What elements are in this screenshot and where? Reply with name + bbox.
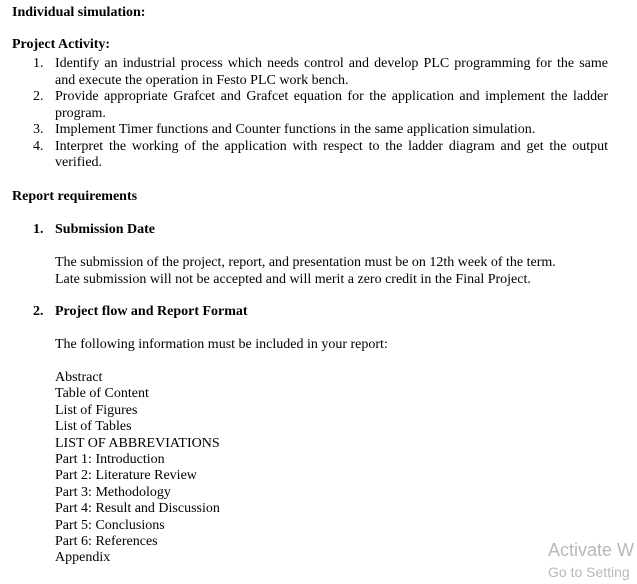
list-item: Appendix xyxy=(55,550,111,566)
list-item xyxy=(12,89,608,122)
report-format-heading xyxy=(33,304,248,321)
list-item-text: Interpret the working of the application with respect to the ladder diagram and get the output verified. xyxy=(55,138,608,170)
list-item: List of Figures xyxy=(55,402,138,418)
list-item: Table of Content xyxy=(55,386,149,402)
project-activity-heading: Project Activity: xyxy=(12,37,111,52)
section-number: 2. xyxy=(33,304,44,319)
list-item-number: 1. xyxy=(33,56,44,71)
list-item xyxy=(12,122,608,139)
watermark-line-1: Activate W xyxy=(548,540,635,560)
late-submission-line: Late submission will not be accepted and will merit a zero credit in the Final Project. xyxy=(55,271,531,287)
list-item: Abstract xyxy=(55,370,103,385)
section-number: 1. xyxy=(33,222,44,237)
submission-line: The submission of the project, report, and presentation must be on 12th week of the term. xyxy=(55,255,556,270)
list-item: LIST OF ABBREVIATIONS xyxy=(55,435,220,451)
list-item xyxy=(12,56,608,89)
submission-paragraph xyxy=(55,255,615,288)
list-item-number: 2. xyxy=(33,89,44,104)
list-item-number: 4. xyxy=(33,138,44,154)
list-item: List of Tables xyxy=(55,419,132,435)
list-item: Part 2: Literature Review xyxy=(55,468,197,484)
document-title: Individual simulation: xyxy=(12,5,146,20)
section-title: Project flow and Report Format xyxy=(55,304,248,319)
activation-watermark xyxy=(548,539,634,581)
list-item: Part 5: Conclusions xyxy=(55,517,165,533)
list-item: Part 4: Result and Discussion xyxy=(55,501,220,517)
list-item: Part 1: Introduction xyxy=(55,451,165,467)
project-activity-list xyxy=(12,56,608,172)
list-item-text: Implement Timer functions and Counter functions in the same application simulation. xyxy=(55,122,536,137)
list-item: Part 6: References xyxy=(55,533,158,549)
section-title: Submission Date xyxy=(55,222,155,237)
report-format-intro: The following information must be included in your report: xyxy=(55,337,388,352)
report-contents-list xyxy=(55,370,220,567)
report-requirements-heading: Report requirements xyxy=(12,189,138,204)
list-item-number: 3. xyxy=(33,122,44,137)
watermark-line-2: Go to Setting xyxy=(548,564,630,580)
list-item-text: Provide appropriate Grafcet and Grafcet equation for the application and implement the ladder program. xyxy=(55,89,608,121)
list-item: Part 3: Methodology xyxy=(55,484,171,500)
list-item xyxy=(12,139,608,172)
submission-date-heading xyxy=(33,222,155,239)
list-item-text: Identify an industrial process which needs control and develop PLC programming for the same and execute the operation in Festo PLC work bench. xyxy=(55,56,608,88)
